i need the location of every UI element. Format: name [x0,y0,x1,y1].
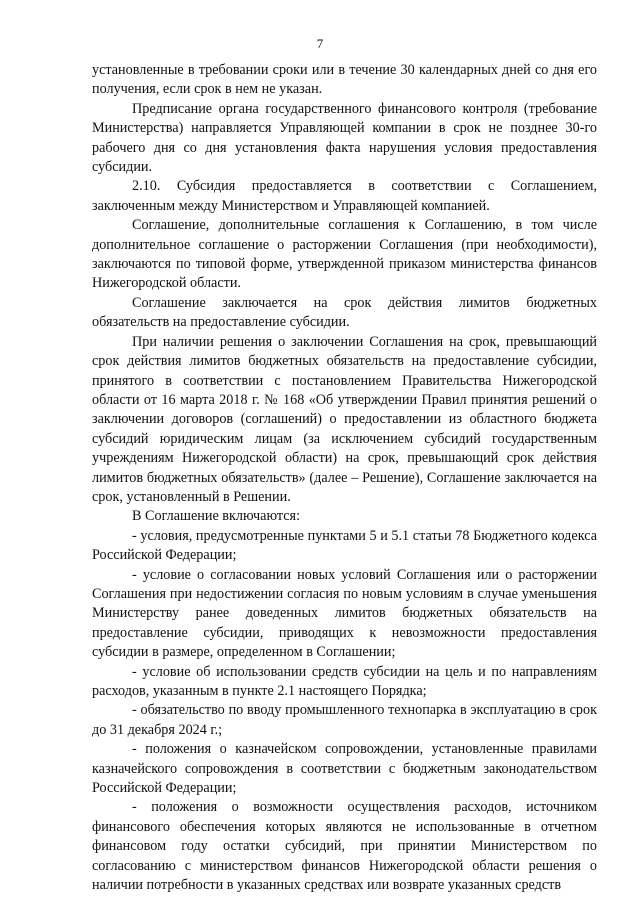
list-item-use-of-funds: - условие об использовании средств субсидии на цель и по направлениям расходов, указанным в пункте 2.1 настоящего Порядка; [92,663,597,699]
paragraph-agreement-form: Соглашение, дополнительные соглашения к Соглашению, в том числе дополнительное соглашение о расторжении Соглашения (при необходимости), заключаются по типовой форме, утвержденной приказом министерства финансов Нижегородской области. [92,217,597,292]
list-item-budget-code: - условия, предусмотренные пунктами 5 и 5.1 статьи 78 Бюджетного кодекса Российской Федерации; [92,527,597,564]
paragraph-agreement-includes: В Соглашение включаются: [132,508,301,525]
page-number: 7 [316,36,324,51]
paragraph-continuation: установленные в требовании сроки или в течение 30 календарных дней со дня его получения, если срок в нем не указан. [92,62,597,98]
list-item-unused-balances: - положения о возможности осуществления расходов, источником финансового обеспечения которых являются не использованные в отчетном финансовом году остатки субсидий, при принятии Министерством по согласованию с министерством финансов Нижегородской области решения о наличии потребности в указанных средствах или возврате указанных средств [92,799,597,894]
paragraph-2-10: 2.10. Субсидия предоставляется в соответствии с Соглашением, заключенным между Министерством и Управляющей компанией. [92,178,597,214]
document-body [92,61,597,895]
list-item-treasury: - положения о казначейском сопровождении, установленные правилами казначейского сопровождения в соответствии с бюджетным законодательством Российской Федерации; [92,741,597,797]
paragraph-decision: При наличии решения о заключении Соглашения на срок, превышающий срок действия лимитов бюджетных обязательств на предоставление субсидии, принятого в соответствии с постановлением Правительства Нижегородской области от 16 марта 2018 г. № 168 «Об утверждении Правил принятия решений о заключении договоров (соглашений) о предоставлении из областного бюджета субсидий юридическим лицам (за исключением субсидий государственным учреждениям Нижегородской области) на срок, превышающий срок действия лимитов бюджетных обязательств» (далее – Решение), Соглашение заключается на срок, установленный в Решении. [92,333,597,505]
list-item-new-conditions: - условие о согласовании новых условий Соглашения или о расторжении Соглашения при недостижении согласия по новым условиям в случае уменьшения Министерству ранее доведенных лимитов бюджетных обязательств на предоставление субсидии, приводящих к невозможности предоставления субсидии в размере, определенном в Соглашении; [92,566,597,661]
list-item-technopark: - обязательство по вводу промышленного технопарка в эксплуатацию в срок до 31 декабря 2024 г.; [92,702,597,738]
paragraph-agreement-term: Соглашение заключается на срок действия лимитов бюджетных обязательств на предоставление субсидии. [92,294,597,331]
paragraph-prescription: Предписание органа государственного финансового контроля (требование Министерства) направляется Управляющей компании в срок не позднее 30-го рабочего дня со дня установления факта нарушения условия предоставления субсидии. [92,100,597,176]
